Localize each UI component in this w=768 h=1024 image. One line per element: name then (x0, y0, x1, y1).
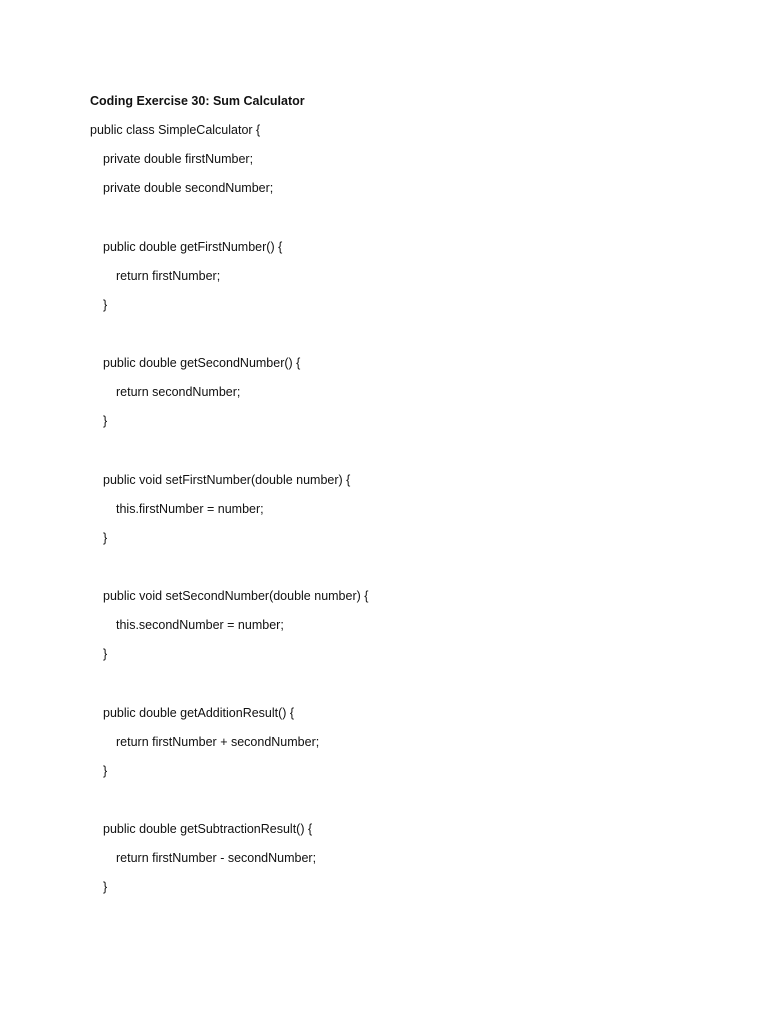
method-set-second-number: public void setSecondNumber(double number) { (103, 589, 369, 603)
return-addition: return firstNumber + secondNumber; (116, 735, 320, 749)
field-second-number: private double secondNumber; (103, 181, 274, 195)
return-subtraction: return firstNumber - secondNumber; (116, 851, 317, 865)
method-get-addition-result: public double getAdditionResult() { (103, 706, 295, 720)
closing-brace: } (103, 647, 108, 661)
method-get-subtraction-result: public double getSubtractionResult() { (103, 822, 313, 836)
closing-brace: } (103, 531, 108, 545)
assign-second-number: this.secondNumber = number; (116, 618, 284, 632)
closing-brace: } (103, 298, 108, 312)
method-set-first-number: public void setFirstNumber(double number) { (103, 473, 351, 487)
closing-brace: } (103, 880, 108, 894)
exercise-title: Coding Exercise 30: Sum Calculator (90, 94, 305, 108)
return-second-number: return secondNumber; (116, 385, 241, 399)
assign-first-number: this.firstNumber = number; (116, 502, 264, 516)
method-get-second-number: public double getSecondNumber() { (103, 356, 301, 370)
field-first-number: private double firstNumber; (103, 152, 254, 166)
closing-brace: } (103, 414, 108, 428)
class-declaration: public class SimpleCalculator { (90, 123, 261, 137)
return-first-number: return firstNumber; (116, 269, 221, 283)
method-get-first-number: public double getFirstNumber() { (103, 240, 283, 254)
closing-brace: } (103, 764, 108, 778)
